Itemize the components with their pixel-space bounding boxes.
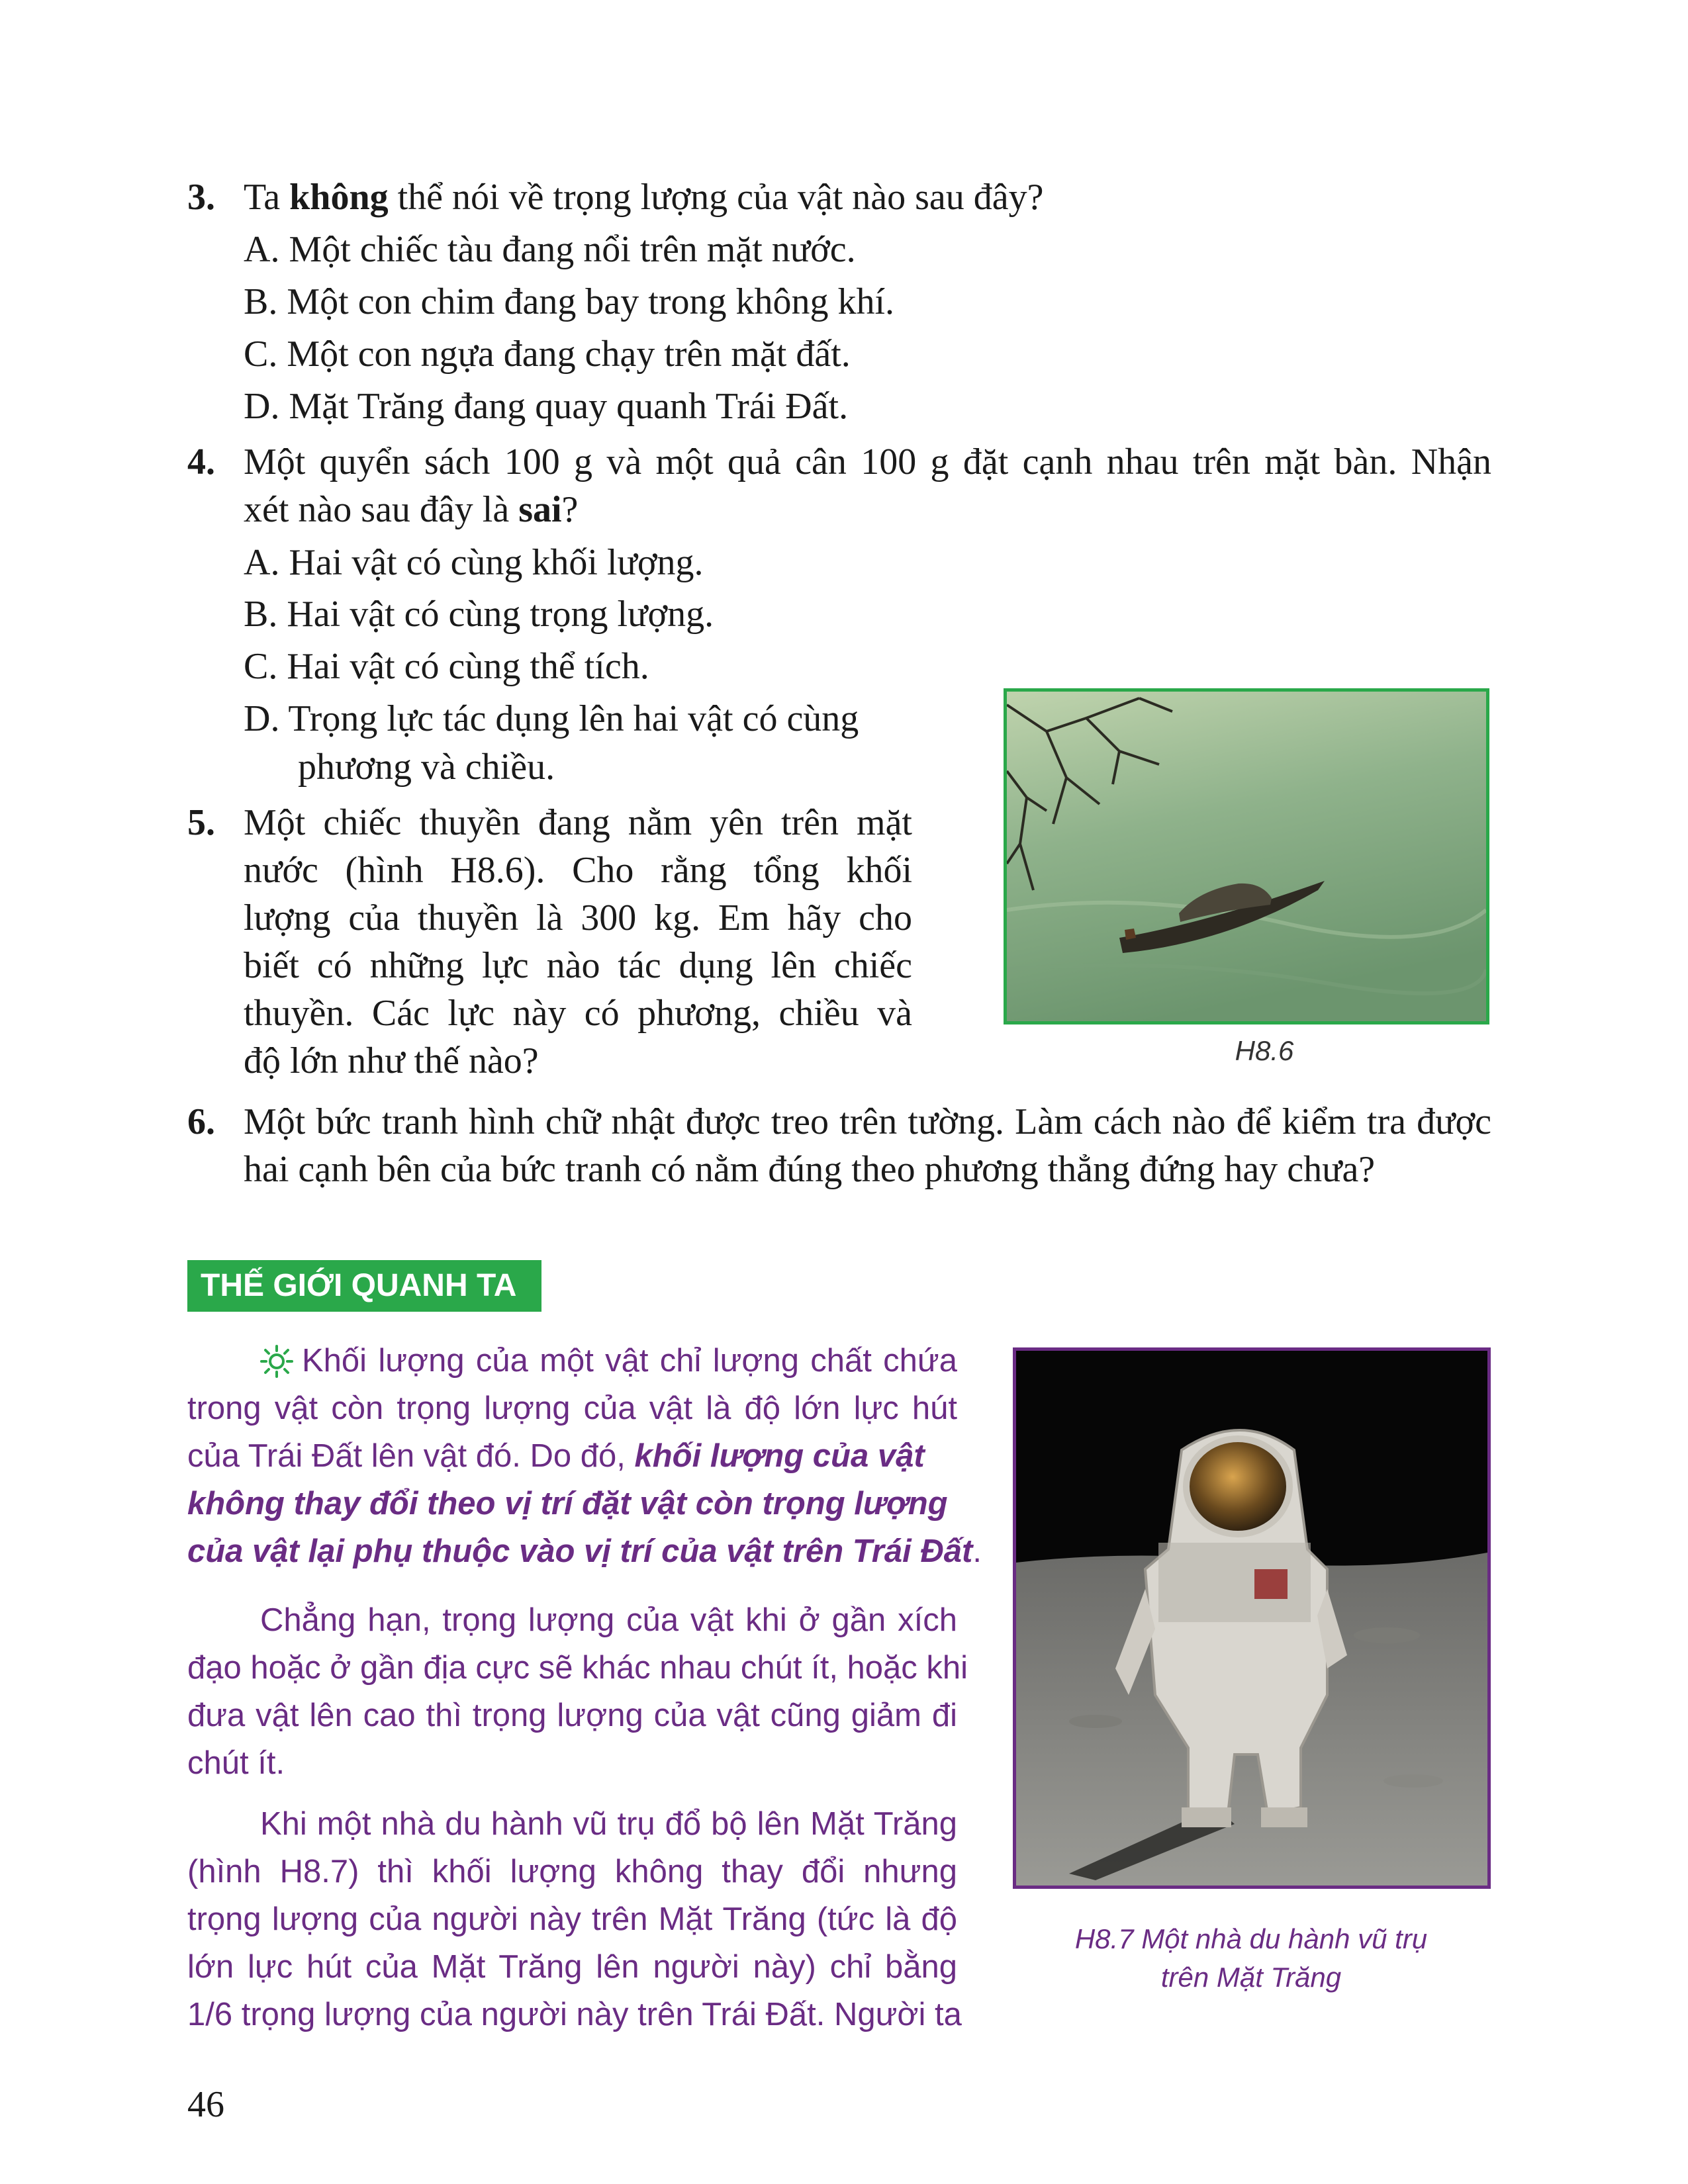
- question-3-number: 3.: [187, 177, 215, 218]
- question-3-option-a: A. Một chiếc tàu đang nổi trên mặt nước.: [244, 229, 856, 270]
- page-number: 46: [187, 2084, 224, 2125]
- p1-line-emphasis: không thay đổi theo vị trí đặt vật còn trọng lượng: [187, 1486, 948, 1522]
- question-3-option-b: B. Một con chim đang bay trong không khí.: [244, 281, 895, 322]
- boat-photo-illustration: [1007, 692, 1486, 1021]
- question-4-stem-b: ?: [561, 489, 579, 530]
- p2-line: Chẳng hạn, trọng lượng của vật khi ở gần xích: [260, 1602, 957, 1638]
- question-4-option-c: C. Hai vật có cùng thể tích.: [244, 646, 649, 687]
- p1-emphasis: của vật lại phụ thuộc vào vị trí của vật trên Trái Đất: [187, 1533, 973, 1569]
- question-4-option-d: D. Trọng lực tác dụng lên hai vật có cùng: [244, 698, 859, 739]
- question-3-stem-a: Ta: [244, 177, 290, 218]
- p2-line: đưa vật lên cao thì trọng lượng của vật cũng giảm đi: [187, 1698, 957, 1733]
- p1-line: trong vật còn trọng lượng của vật là độ lớn lực hút: [187, 1390, 957, 1426]
- question-4-number: 4.: [187, 441, 215, 482]
- question-5-line: biết có những lực nào tác dụng lên chiếc: [244, 945, 912, 986]
- question-5-line: độ lớn như thế nào?: [244, 1040, 539, 1081]
- question-6-line: Một bức tranh hình chữ nhật được treo trên tường. Làm cách nào để kiểm tra được: [244, 1101, 1491, 1142]
- question-4-option-b: B. Hai vật có cùng trọng lượng.: [244, 594, 714, 635]
- p1-period: .: [972, 1533, 982, 1569]
- question-3-stem: [244, 171, 1044, 224]
- figure-boat-photo: [1004, 688, 1489, 1024]
- question-5-line: thuyền. Các lực này có phương, chiều và: [244, 993, 912, 1034]
- p1-line: [187, 1527, 982, 1575]
- question-3-stem-b: thể nói về trọng lượng của vật nào sau đây?: [388, 177, 1044, 218]
- p1-line: Khối lượng của một vật chỉ lượng chất chứa: [302, 1343, 957, 1379]
- figure-astronaut-photo: [1013, 1347, 1491, 1889]
- question-6-number: 6.: [187, 1101, 215, 1142]
- p1-plain: của Trái Đất lên vật đó. Do đó,: [187, 1438, 626, 1474]
- p2-line: đạo hoặc ở gần địa cực sẽ khác nhau chút ít, hoặc khi: [187, 1650, 968, 1686]
- question-5-number: 5.: [187, 802, 215, 843]
- p2-line: chút ít.: [187, 1745, 285, 1781]
- sun-icon: [260, 1345, 293, 1378]
- question-4-stem-line1: Một quyển sách 100 g và một quả cân 100 g đặt cạnh nhau trên mặt bàn. Nhận: [244, 441, 1491, 482]
- question-4-stem-a: xét nào sau đây là: [244, 489, 519, 530]
- figure-h87-caption-line2: trên Mặt Trăng: [1160, 1962, 1342, 1993]
- question-5-line: nước (hình H8.6). Cho rằng tổng khối: [244, 850, 912, 891]
- p3-line: 1/6 trọng lượng của người này trên Trái Đất. Người ta: [187, 1997, 962, 2032]
- question-4-option-d-cont: phương và chiều.: [298, 747, 555, 788]
- question-4-option-a: A. Hai vật có cùng khối lượng.: [244, 542, 704, 583]
- p3-line: Khi một nhà du hành vũ trụ đổ bộ lên Mặt Trăng: [260, 1806, 957, 1842]
- question-4-stem-bold: sai: [518, 489, 562, 530]
- question-3-option-d: D. Mặt Trăng đang quay quanh Trái Đất.: [244, 386, 849, 427]
- p3-line: trọng lượng của người này trên Mặt Trăng (tức là độ: [187, 1901, 957, 1937]
- figure-h86-caption: H8.6: [1235, 1035, 1294, 1066]
- question-5-line: lượng của thuyền là 300 kg. Em hãy cho: [244, 897, 912, 938]
- p1-line: [187, 1432, 925, 1480]
- question-6-line: hai cạnh bên của bức tranh có nằm đúng theo phương thẳng đứng hay chưa?: [244, 1149, 1376, 1190]
- astronaut-photo-illustration: [1016, 1351, 1487, 1886]
- question-3-option-c: C. Một con ngựa đang chạy trên mặt đất.: [244, 334, 851, 375]
- figure-h87-caption-line1: H8.7 Một nhà du hành vũ trụ: [1074, 1923, 1428, 1954]
- p1-emphasis: khối lượng của vật: [634, 1438, 925, 1474]
- p3-line: (hình H8.7) thì khối lượng không thay đổi nhưng: [187, 1854, 957, 1889]
- question-5-line: Một chiếc thuyền đang nằm yên trên mặt: [244, 802, 912, 843]
- question-3-stem-bold: không: [289, 177, 389, 218]
- p3-line: lớn lực hút của Mặt Trăng lên người này) chỉ bằng: [187, 1949, 957, 1985]
- question-4-stem-line2: [244, 483, 578, 536]
- section-title: THẾ GIỚI QUANH TA: [187, 1260, 541, 1312]
